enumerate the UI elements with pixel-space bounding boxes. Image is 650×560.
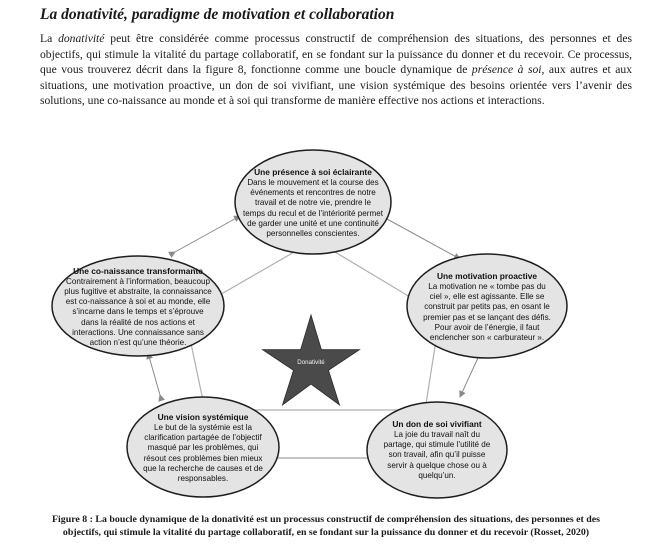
node-conaissance (64, 264, 212, 350)
node-vision-title: Une vision systémique (157, 411, 249, 422)
node-vision-body: Le but de la systémie est la clarification partagée de l’objectif masqué par les problèmes, qui résout ces problèmes bien mieux que la recherche de causes et de responsables. (143, 422, 263, 483)
node-vision (143, 405, 263, 491)
node-presence (243, 160, 383, 246)
node-don-title: Un don de soi vivifiant (392, 418, 482, 429)
node-presence-body: Dans le mouvement et la course des événements et rencontres de notre travail et de notre vie, prendre le temps du recul et de l’intériorité permet de garder une unité et une continuité personnelles conscientes. (243, 177, 383, 238)
figure-caption: Figure 8 : La boucle dynamique de la donativité est un processus constructif de compréhension des situations, des personnes et des objectifs, qui stimule la vitalité du partage collaboratif, en se fondant sur la puissance du donner et du recevoir (Rosset, 2020) (52, 514, 600, 538)
arrow-conaissance-presence (175, 216, 240, 252)
section-title: La donativité, paradigme de motivation et collaboration (40, 6, 395, 23)
intro-lead: La (40, 32, 59, 45)
node-conaissance-body: Contrairement à l’information, beaucoup plus fugitive et abstraite, la connaissance est co-naissance à soi et au monde, elle s’incarne dans le temps et s’éprouve dans la réalité de nos actions et interactions. Une connaissance sans action n’est qu’une théorie. (64, 276, 212, 347)
intro-term-presence: présence à soi (471, 63, 542, 77)
arrow-presence-motivation (387, 219, 460, 259)
node-conaissance-title: Une co-naissance transformante (73, 265, 203, 276)
intro-part2: , aux autres et aux situations, une motivation proactive, un don de soi vivifiant, une vision systémique des besoins orientée vers l’avenir des solutions, une co-naissance au monde et à soi qui transforme de manière effective nos actions et interactions. (40, 63, 632, 108)
node-presence-title: Une présence à soi éclairante (254, 166, 372, 177)
star-label: Donativité (297, 359, 325, 366)
node-motivation-body: La motivation ne « tombe pas du ciel », elle est agissante. Elle se construit par petits pas, en osant le premier pas et se lançant des défis. Pour avoir de l’énergie, il faut enclencher son « carburateur ». (423, 281, 551, 342)
node-don-body: La joie du travail naît du partage, qui stimule l’utilité de son travail, afin qu’il puisse servir à quelque chose ou à quelqu’un. (383, 429, 491, 480)
intro-term-donativite: donativité (58, 32, 105, 45)
node-motivation-title: Une motivation proactive (436, 270, 538, 281)
intro-paragraph (40, 31, 632, 109)
node-don (380, 410, 494, 490)
donativite-diagram (0, 140, 650, 500)
node-motivation (422, 262, 552, 352)
arrow-vision-conaissance (148, 353, 160, 395)
intro-part1: peut être considérée comme processus constructif de compréhension des situations, des personnes et des objectifs, qui stimule la vitalité du partage collaboratif, en se fondant sur la puissance du donner et du recevoir. Ce processus, que vous trouverez décrit dans la figure 8, fonctionne comme une boucle dynamique de (40, 32, 632, 77)
